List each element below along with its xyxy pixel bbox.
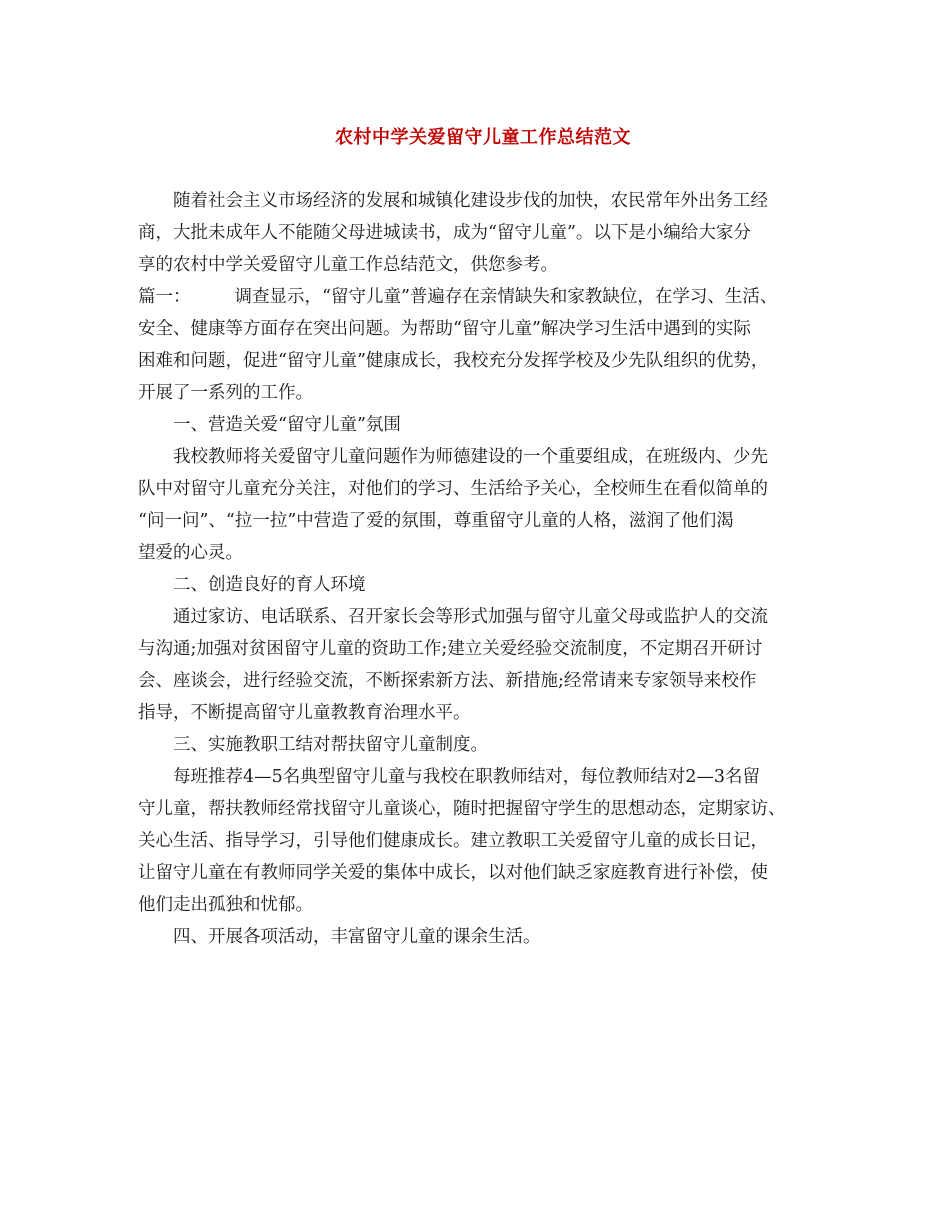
section-1-line-2: 安全、健康等方面存在突出问题。为帮助“留守儿童”解决学习生活中遇到的实际 (138, 319, 751, 339)
paragraph-3-line-4: 让留守儿童在有教师同学关爱的集体中成长，以对他们缺乏家庭教育进行补偿，使 (138, 863, 768, 883)
intro-line-3: 享的农村中学关爱留守儿童工作总结范文，供您参考。 (138, 255, 558, 275)
heading-1-text: 一、营造关爱“留守儿童”氛围 (173, 415, 401, 435)
paragraph-2-line-2: 与沟通;加强对贫困留守儿童的资助工作;建立关爱经验交流制度，不定期召开研讨 (138, 639, 763, 659)
paragraph-3-line-5: 他们走出孤独和忧郁。 (138, 895, 313, 915)
heading-2 (138, 569, 828, 601)
section-1-line-1 (138, 281, 828, 313)
intro-line-1: 随着社会主义市场经济的发展和城镇化建设步伐的加快，农民常年外出务工经 (173, 191, 768, 211)
paragraph-3-line-3: 关心生活、指导学习，引导他们健康成长。建立教职工关爱留守儿童的成长日记， (138, 831, 768, 851)
paragraph-2-line-4: 指导，不断提高留守儿童教教育治理水平。 (138, 703, 471, 723)
paragraph-2-line-1: 通过家访、电话联系、召开家长会等形式加强与留守儿童父母或监护人的交流 (173, 607, 768, 627)
paragraph-1-line-4: 望爱的心灵。 (138, 543, 243, 563)
paragraph-3-line-2: 守儿童，帮扶教师经常找留守儿童谈心，随时把握留守学生的思想动态，定期家访、 (138, 799, 786, 819)
intro-paragraph (138, 185, 828, 281)
heading-4-text: 四、开展各项活动，丰富留守儿童的课余生活。 (173, 927, 541, 947)
heading-3-text: 三、实施教职工结对帮扶留守儿童制度。 (173, 735, 488, 755)
section-1-paragraph (138, 281, 828, 409)
paragraph-1-line-2: 队中对留守儿童充分关注，对他们的学习、生活给予关心，全校师生在看似简单的 (138, 479, 768, 499)
paragraph-2 (138, 601, 828, 729)
paragraph-3-line-1: 每班推荐4—5名典型留守儿童与我校在职教师结对，每位教师结对2—3名留 (173, 767, 761, 787)
document-title: 农村中学关爱留守儿童工作总结范文 (335, 127, 631, 148)
paragraph-1-line-1: 我校教师将关爱留守儿童问题作为师德建设的一个重要组成，在班级内、少先 (173, 447, 768, 467)
section-1-line-4: 开展了一系列的工作。 (138, 383, 313, 403)
paragraph-1-line-3: “问一问”、“拉一拉”中营造了爱的氛围，尊重留守儿童的人格，滋润了他们渴 (138, 511, 734, 531)
heading-3 (138, 729, 828, 761)
paragraph-2-line-3: 会、座谈会，进行经验交流，不断探索新方法、新措施;经常请来专家领导来校作 (138, 671, 757, 691)
paragraph-3 (138, 761, 828, 921)
intro-line-2: 商，大批未成年人不能随父母进城读书，成为“留守儿童”。以下是小编给大家分 (138, 223, 751, 243)
paragraph-1 (138, 441, 828, 569)
heading-2-text: 二、创造良好的育人环境 (173, 575, 366, 595)
document-page (138, 118, 828, 953)
section-1-line-1-text: 调查显示，“留守儿童”普遍存在亲情缺失和家教缺位，在学习、生活、 (234, 287, 778, 307)
section-1-line-3: 困难和问题，促进“留守儿童”健康成长，我校充分发挥学校及少先队组织的优势， (138, 351, 769, 371)
heading-1 (138, 409, 828, 441)
heading-4 (138, 921, 828, 953)
section-1-label: 篇一： (138, 287, 191, 307)
